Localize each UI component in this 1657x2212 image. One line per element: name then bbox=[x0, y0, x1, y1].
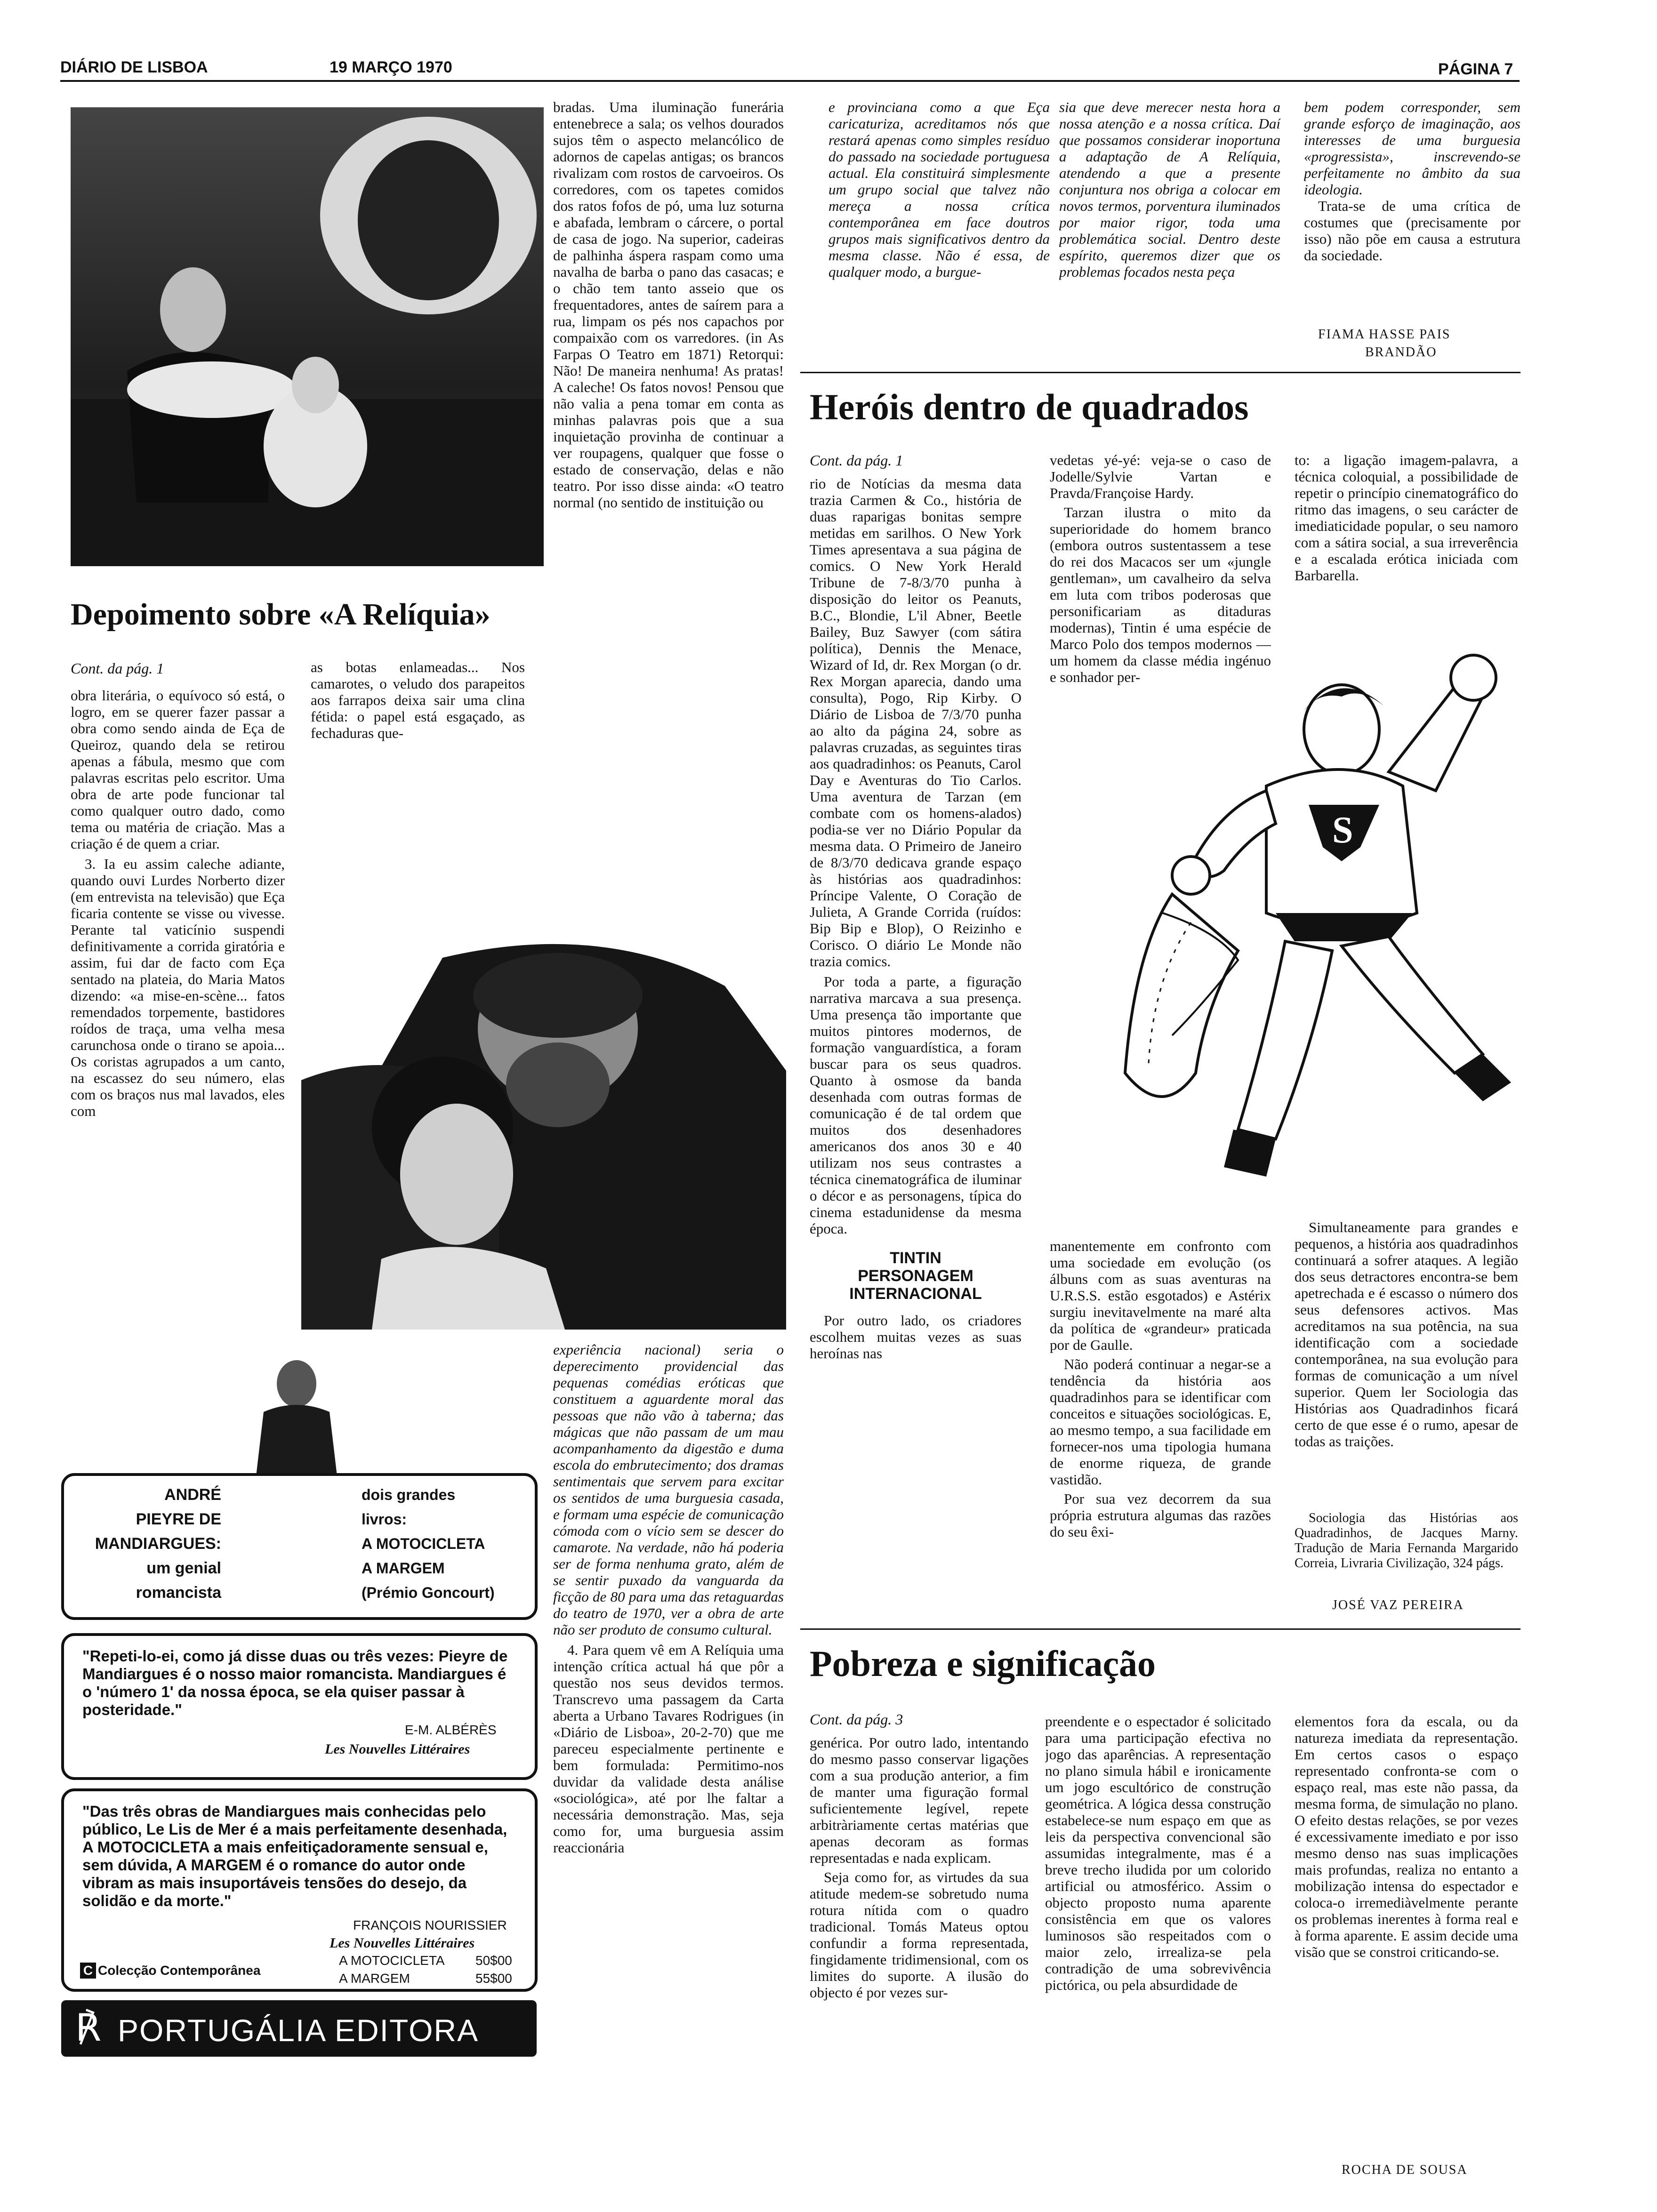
herois-col3b-text: Simultaneamente para grandes e pequenos, a história aos quadradinhos continuará a sofrer ataques. A legião dos seus detractores encontra-se bem apetrechada e é escasso o número dos seus defensores activos. Mas acreditamos na sua potência, na sua identificação com a sociedade contemporânea, na sua evolução para formas de comunicação a um nível superior. Quem ler Sociologia das Histórias aos Quadradinhos ficará certo de que esse é o rumo, apesar de todas as traições. bbox=[1295, 1219, 1518, 1450]
herois-bibliography bbox=[1295, 1511, 1518, 1595]
herois-subhead-line3: INTERNACIONAL bbox=[849, 1285, 982, 1303]
ad-author-name-line3: MANDIARGUES: bbox=[95, 1535, 221, 1553]
pobreza-signature: ROCHA DE SOUSA bbox=[1342, 2163, 1468, 2177]
herois-col2-bottom bbox=[1050, 1238, 1271, 1619]
svg-text:S: S bbox=[1332, 809, 1353, 851]
reliquia-col3b-text: experiência nacional) seria o deperecimento providencial das pequenas comédias eróticas que constituem a aguardente moral das pessoas que não vão à taberna; das mágicas que não passam de um mau acompanhamento da digestão e duma escola do embrutecimento; dos dramas sentimentais que servem para excitar os sentidos de uma burguesia casada, e formam uma espécie de comunicação cómoda com o vício sem se descer do camarote. Na verdade, não há poderia ser de forma nenhuma grato, além de se sentir puxado da vanguarda da ficção de 80 para uma das retaguardas do teatro de 1970, ver a obra de arte não ser produto de consumo cultural. bbox=[553, 1341, 784, 1638]
ad-quote1-author: E-M. ALBÉRÈS bbox=[405, 1723, 497, 1737]
reliquia-signature-line1: FIAMA HASSE PAIS bbox=[1318, 327, 1451, 342]
pobreza-contd: Cont. da pág. 3 bbox=[810, 1711, 903, 1728]
masthead-paper-name: DIÁRIO DE LISBOA bbox=[60, 58, 208, 76]
ad-books-line1: dois grandes bbox=[362, 1486, 456, 1503]
collection-logo-icon: C bbox=[80, 1963, 96, 1979]
ad-quote1-source: Les Nouvelles Littéraires bbox=[325, 1741, 470, 1757]
pobreza-col1b-text: Seja como for, as virtudes da sua atitude medem-se sobretudo numa rotura nítida com o quadro tradicional. Tomás Mateus optou confundir a forma representada, fingidamente tridimensional, com os limites do suporte. A ilusão do objecto é por vezes sur- bbox=[810, 1869, 1029, 2001]
pobreza-headline: Pobreza e significação bbox=[810, 1643, 1156, 1684]
herois-col2c-text: manentemente em confronto com uma sociedade em evolução (os álbuns com as suas aventuras na U.R.S.S. estão esgotados) e Astérix surgiu inevitavelmente na maré alta da política de «grandeur» praticada por de Gaulle. bbox=[1050, 1238, 1271, 1353]
ad-price1: 50$00 bbox=[475, 1953, 512, 1968]
herois-headline: Heróis dentro de quadrados bbox=[810, 386, 1249, 427]
herois-col3-text: to: a ligação imagem-palavra, a técnica coloquial, a possibilidade de repetir o princípio cinematográfico do ritmo das imagens, o seu carácter de imediaticidade popular, o seu namoro com a sátira social, a sua irreverência e a escalada erótica iniciada com Barbarella. bbox=[1295, 452, 1518, 584]
ad-publisher-banner bbox=[61, 2000, 537, 2057]
stage-scene-illustration bbox=[71, 107, 544, 566]
herois-col2e-text: Por sua vez decorrem da sua própria estrutura algumas das razões do seu êxi- bbox=[1050, 1491, 1271, 1540]
herois-subhead bbox=[810, 1249, 1022, 1303]
herois-signature: JOSÉ VAZ PEREIRA bbox=[1332, 1598, 1464, 1612]
ad-author-name-line4: um genial bbox=[146, 1559, 221, 1577]
reliquia-col3-bottom bbox=[553, 1341, 784, 2165]
ad-author-name-line2: PIEYRE DE bbox=[136, 1510, 221, 1528]
reliquia-col2-text: as botas enlameadas... Nos camarotes, o veludo dos parapeitos aos farrapos deixa sair uma clina fétida: o papel está esgaçado, as fechaduras que- bbox=[311, 659, 525, 741]
ad-price2-title: A MARGEM bbox=[339, 1971, 410, 1986]
reliquia-contd: Cont. da pág. 1 bbox=[71, 660, 164, 677]
reliquia-signature-line2: BRANDÃO bbox=[1365, 345, 1437, 360]
herois-subhead-line1: TINTIN bbox=[890, 1249, 941, 1267]
herois-col2-text: vedetas yé-yé: veja-se o caso de Jodelle/Sylvie Vartan e Pravda/Françoise Hardy. bbox=[1050, 452, 1271, 501]
ad-books-line3: A MOTOCICLETA bbox=[362, 1535, 485, 1552]
ad-author-name-line1: ANDRÉ bbox=[164, 1486, 221, 1504]
reliquia-col4 bbox=[828, 99, 1050, 381]
pobreza-top-rule bbox=[800, 1628, 1520, 1630]
herois-subhead-line2: PERSONAGEM bbox=[858, 1267, 973, 1285]
reliquia-col3c-text: 4. Para quem vê em A Relíquia uma intenção crítica actual há que pôr a questão nos seus devidos termos. Transcrevo uma passagem da Carta aberta a Urbano Tavares Rodrigues (in «Diário de Lisboa», 20-2-70) que me pareceu especialmente pertinente e bem formulada: Permitimo-nos duvidar da validade desta análise «sociológica», até por lhe faltar a necessária demonstração. Mas, seja como for, uma burguesia assim reaccionária bbox=[553, 1642, 784, 1856]
reliquia-col1b-text: 3. Ia eu assim caleche adiante, quando ouvi Lurdes Norberto dizer (em entrevista na televisão) que Eça ficaria contente se visse ou vivesse. Perante tal vaticínio suspendi definitivamente a corrida giratória e assim, fui dar de facto com Eça sentado na plateia, do Maria Matos dizendo: «a mise-en-scène... fatos remendados torpemente, bastidores roídos de traça, uma velha mesa carunchosa onde o tirano se apoia... Os coristas agrupados a um canto, na escassez do seu número, elas com os braços nus mal lavados, eles com bbox=[71, 856, 285, 1119]
herois-col3-bottom bbox=[1295, 1219, 1518, 1501]
ad-collection-label: Colecção Contemporânea bbox=[98, 1963, 261, 1978]
ad-collection-row bbox=[80, 1963, 260, 1979]
ad-books-line2: livros: bbox=[362, 1511, 407, 1528]
ad-books-line4: A MARGEM bbox=[362, 1560, 445, 1577]
herois-col1 bbox=[810, 475, 1022, 1614]
herois-col1c-text: Por outro lado, os criadores escolhem muitas vezes as suas heroínas nas bbox=[810, 1312, 1022, 1362]
publisher-logo-icon: ℟ bbox=[75, 2008, 101, 2049]
herois-bibliography-text: Sociologia das Histórias aos Quadradinhos, de Jacques Marny. Tradução de Maria Fernanda Margarido Correia, Livraria Civilização, 324 págs. bbox=[1295, 1511, 1518, 1571]
pobreza-col2-text: preendente e o espectador é solicitado para uma participação efectiva no jogo das aparências. A representação no plano simula hábil e ironicamente um jogo escultórico de construção geométrica. A lógica dessa construção estabelece-se num espaço em que as leis da perspectiva convencional são assumidas integralmente, mas é a breve trecho iludida por um colorido artificial ou atmosférico. Assim o objecto proposto numa aparente consistência em que os valores luminosos são respeitados com o maior zelo, irrealiza-se pela contradição de uma sobrevivência pictórica, ou pela absurdidade de bbox=[1045, 1713, 1271, 1993]
reliquia-col6 bbox=[1304, 99, 1520, 329]
reliquia-headline: Depoimento sobre «A Relíquia» bbox=[71, 597, 491, 632]
herois-col2d-text: Não poderá continuar a negar-se a tendência da história aos quadradinhos para se identificar com conceitos e situações sociológicas. E, ao mesmo tempo, a sua facilidade em fornecer-nos uma tipologia humana de enorme riqueza, de grande vastidão. bbox=[1050, 1356, 1271, 1488]
stage-photo-top bbox=[71, 107, 544, 566]
reliquia-col6b-text: Trata-se de uma crítica de costumes que (precisamente por isso) não põe em causa a estrutura da sociedade. bbox=[1304, 198, 1520, 264]
pobreza-col2 bbox=[1045, 1713, 1271, 2177]
page-number: PÁGINA 7 bbox=[1438, 60, 1513, 78]
reliquia-col4-text: e provinciana como a que Eça caricaturiza, acreditamos nós que restará apenas como simples resíduo do passado na sociedade portuguesa actual. Ela constituirá simplesmente um grupo social que talvez não mereça a nossa crítica contemporânea em face doutros grupos mais significativos dentro da mesma classe. Não é essa, de qualquer modo, a burgue- bbox=[828, 99, 1050, 280]
ad-quote1: "Repeti-lo-ei, como já disse duas ou três vezes: Pieyre de Mandiargues é o nosso maior romancista. Mandiargues é o 'número 1' da nossa época, se ela quiser passar à posteridade." bbox=[82, 1647, 508, 1718]
herois-contd: Cont. da pág. 1 bbox=[810, 452, 903, 469]
masthead-date: 19 MARÇO 1970 bbox=[330, 58, 452, 76]
herois-col3-top bbox=[1295, 452, 1518, 640]
superman-illustration bbox=[1097, 649, 1520, 1214]
ad-price2: 55$00 bbox=[475, 1971, 512, 1986]
pobreza-col3 bbox=[1295, 1713, 1518, 2156]
ad-quote2: "Das três obras de Mandiargues mais conhecidas pelo público, Le Lis de Mer é a mais perfeitamente desenhada, A MOTOCICLETA a mais enfeitiçadoramente sensual e, sem dúvida, A MARGEM é o romance do autor onde vibram as mais insuportáveis tensões do desejo, da solidão e da morte." bbox=[82, 1803, 507, 1909]
pobreza-col1-text: genérica. Por outro lado, intentando do mesmo passo conservar ligações com a sua produção anterior, a fim de manter uma figuração formal suficientemente legível, repete arbitràriamente certas matérias que apenas decoram as formas representadas e nada explicam. bbox=[810, 1734, 1029, 1866]
reliquia-col2 bbox=[311, 659, 525, 777]
ad-author-name bbox=[71, 1483, 221, 1605]
reliquia-col5 bbox=[1059, 99, 1280, 381]
reliquia-col1-text: obra literária, o equívoco só está, o logro, em se querer fazer passar a obra como sendo ainda de Eça de Queiroz, quando dela se retirou apenas a fábula, mesmo que com palavras escritas pelo escritor. Uma obra de arte pode funcionar tal como qualquer outro dado, como tema ou matéria de criação. Mas a criação é de quem a criar. bbox=[71, 687, 285, 852]
ad-price1-title: A MOTOCICLETA bbox=[339, 1953, 445, 1968]
ad-author-name-line5: romancista bbox=[136, 1584, 221, 1602]
herois-col1b-text: Por toda a parte, a figuração narrativa marcava a sua presença. Uma presença tão importante que muitos pintores modernos, de formação vanguardística, a foram buscar para os seus quadros. Quanto à osmose da banda desenhada com outras formas de comunicação é de tal ordem que muitos dos desenhadores americanos dos anos 30 e 40 utilizam nos seus contrastes a técnica cinematográfica de iluminar o décor e as personagens, típica do cinema estadunidense da mesma época. bbox=[810, 973, 1022, 1237]
reliquia-col3 bbox=[553, 99, 784, 777]
herois-col2b-text: Tarzan ilustra o mito da superioridade do homem branco (embora outros sustentassem a tese do rei dos Macacos ser um «jungle gentleman», um cavalheiro da selva em luta com tribos poderosas que personificariam as ditaduras modernas), Tintin é uma espécie de Marco Polo dos tempos modernos — um homem da classe média ingénuo e sonhador per- bbox=[1050, 504, 1271, 685]
herois-top-rule bbox=[800, 372, 1520, 373]
ad-books bbox=[362, 1483, 526, 1605]
pobreza-col3-text: elementos fora da escala, ou da natureza imediata da representação. Em certos casos o espaço representado confronta-se com o espaço real, mas este não passa, da mesma forma, de simulação no plano. O efeito destas relações, se por vezes é excessivamente imediato e por isso mesmo denso nas suas implicações mais profundas, realiza no entanto a mobilização intensa do espectador e coloca-o irremediàvelmente perante os problemas inerentes à forma real e à forma aparente. E assim decide uma visão que se constroi criticando-se. bbox=[1295, 1713, 1518, 1960]
reliquia-col5-text: sia que deve merecer nesta hora a nossa atenção e a nossa crítica. Daí que possamos considerar inoportuna a adaptação de A Relíquia, atendendo a que a presente conjuntura nos obriga a colocar em novos termos, porventura iluminados por maior rigor, toda uma problemática social. Dentro deste espírito, queremos dizer que os problemas focados nesta peça bbox=[1059, 99, 1280, 280]
ad-quote2-source: Les Nouvelles Littéraires bbox=[330, 1935, 475, 1951]
reliquia-col1 bbox=[71, 687, 285, 1322]
herois-col1-text: rio de Notícias da mesma data trazia Carmen & Co., história de duas raparigas bonitas sempre metidas em sarilhos. O New York Times apresentava a sua página de comics. O New York Herald Tribune de 7-8/3/70 punha à disposição do leitor os Peanuts, B.C., Blondie, L'il Abner, Beetle Bailey, Buz Sawyer (com sátira política), Dennis the Menace, Wizard of Id, dr. Rex Morgan (o dr. Rex Morgan aparecia, dando uma consulta), Pogo, Rip Kirby. O Diário de Lisboa de 7/3/70 punha ao alto da página 24, sobre as palavras cruzadas, as seguintes tiras aos quadradinhos: os Peanuts, Carol Day e Aventuras do Tio Carlos. Uma aventura de Tarzan (em combate com os homens-alados) podia-se ver no Diário Popular da mesma data. O Primeiro de Janeiro de 8/3/70 dedicava grande espaço às histórias aos quadradinhos: Príncipe Valente, O Coração de Julieta, A Grande Corrida (ruídos: Bip Bip e Blop), O Reizinho e Corisco. O diário Le Monde não trazia comics. bbox=[810, 475, 1022, 970]
ad-publisher-name: PORTUGÁLIA EDITORA bbox=[118, 2013, 479, 2048]
header-rule bbox=[60, 80, 1520, 82]
reliquia-col6-text: bem podem corresponder, sem grande esforço de imaginação, aos interesses de uma burguesia «progressista», inscrevendo-se perfeitamente no âmbito da sua ideologia. bbox=[1304, 99, 1520, 198]
ad-books-line5: (Prémio Goncourt) bbox=[362, 1584, 495, 1601]
superman-drawing bbox=[1097, 649, 1520, 1214]
pobreza-col1 bbox=[810, 1734, 1029, 2177]
actors-portrait-illustration bbox=[301, 930, 786, 1330]
actors-photo bbox=[301, 930, 786, 1330]
reliquia-col3-text: bradas. Uma iluminação funerária entenebrece a sala; os velhos dourados sujos têm o aspecto melancólico de adornos de capelas antigas; os brancos rivalizam com rostos de carvoeiros. Os corredores, com os tapetes comidos dos ratos fofos de pó, uma luz soturna e abafada, lembram o cárcere, o portal de casa de jogo. Na superior, cadeiras de palhinha áspera raspam como uma navalha de barba o pano das casacas; e o chão tem tanto asseio que os frequentadores, antes de saírem para a rua, limpam os pés nos capachos por compaixão com os varredores. (in As Farpas O Teatro em 1871) Retorqui: Não! De maneira nenhuma! As pratas! A caleche! Os fatos novos! Pensou que não valia a pena tomar em conta as minhas palavras pois que a sua inquietação provinha de continuar a ver roupagens, qualquer que fosse o estado de conservação, delas e não teatro. Por isso disse ainda: «O teatro normal (no sentido de instituição ou bbox=[553, 99, 784, 511]
ad-quote2-author: FRANÇOIS NOURISSIER bbox=[353, 1918, 507, 1932]
